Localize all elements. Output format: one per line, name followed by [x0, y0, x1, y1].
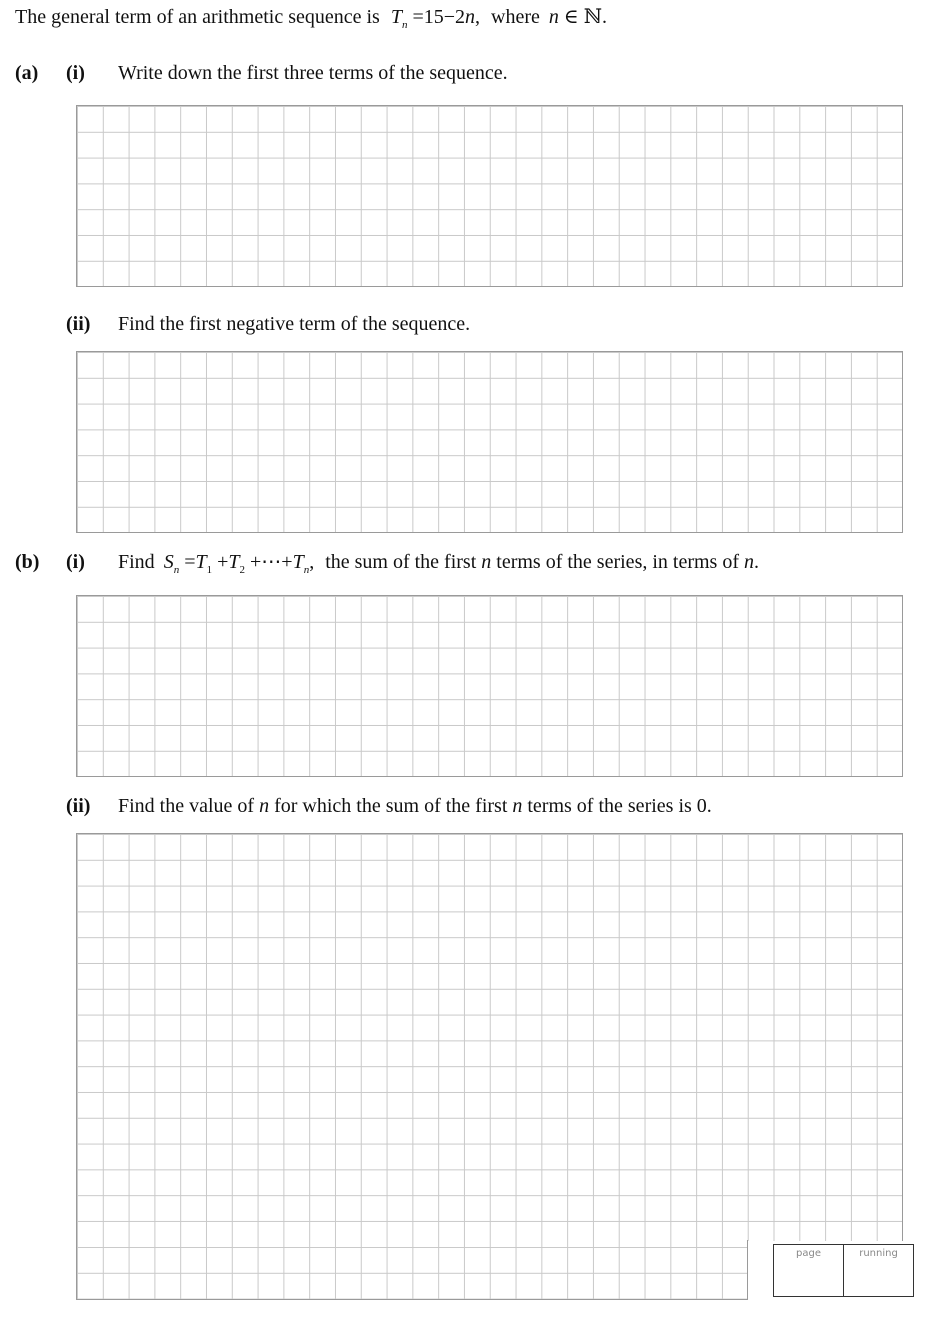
- score-page-label: page: [796, 1248, 821, 1259]
- part-a-i-question: Write down the first three terms of the sequence.: [118, 62, 508, 84]
- part-b-i-label: (i): [66, 551, 85, 573]
- score-running-label: running: [859, 1248, 898, 1259]
- part-a-i-label: (i): [66, 62, 85, 84]
- question-stem: The general term of an arithmetic sequence is $T_n =15-2n$, where n ∈ ℕ.: [15, 6, 607, 31]
- answer-grid-b-ii-upper[interactable]: [76, 833, 903, 1241]
- part-b-ii-label: (ii): [66, 795, 91, 817]
- score-page-cell[interactable]: [774, 1245, 843, 1296]
- answer-grid-b-ii-lower[interactable]: [76, 1240, 748, 1300]
- part-b-label: (b): [15, 551, 40, 573]
- part-a-ii-question: Find the first negative term of the sequence.: [118, 313, 471, 335]
- score-running-cell[interactable]: [843, 1245, 913, 1296]
- part-a-ii-label: (ii): [66, 313, 91, 335]
- answer-grid-b-i[interactable]: [76, 595, 903, 777]
- part-a-label: (a): [15, 62, 39, 84]
- score-box: [773, 1244, 914, 1297]
- part-b-ii-question: Find the value of n for which the sum of the first n terms of the series is 0.: [118, 795, 712, 817]
- answer-grid-a-ii[interactable]: [76, 351, 903, 533]
- answer-grid-a-i[interactable]: [76, 105, 903, 287]
- part-b-i-question: Find $S_n =T_1 +T_2$ $+\cdots+T_n$, the sum of the first n terms of the series, in terms of n.: [118, 551, 759, 576]
